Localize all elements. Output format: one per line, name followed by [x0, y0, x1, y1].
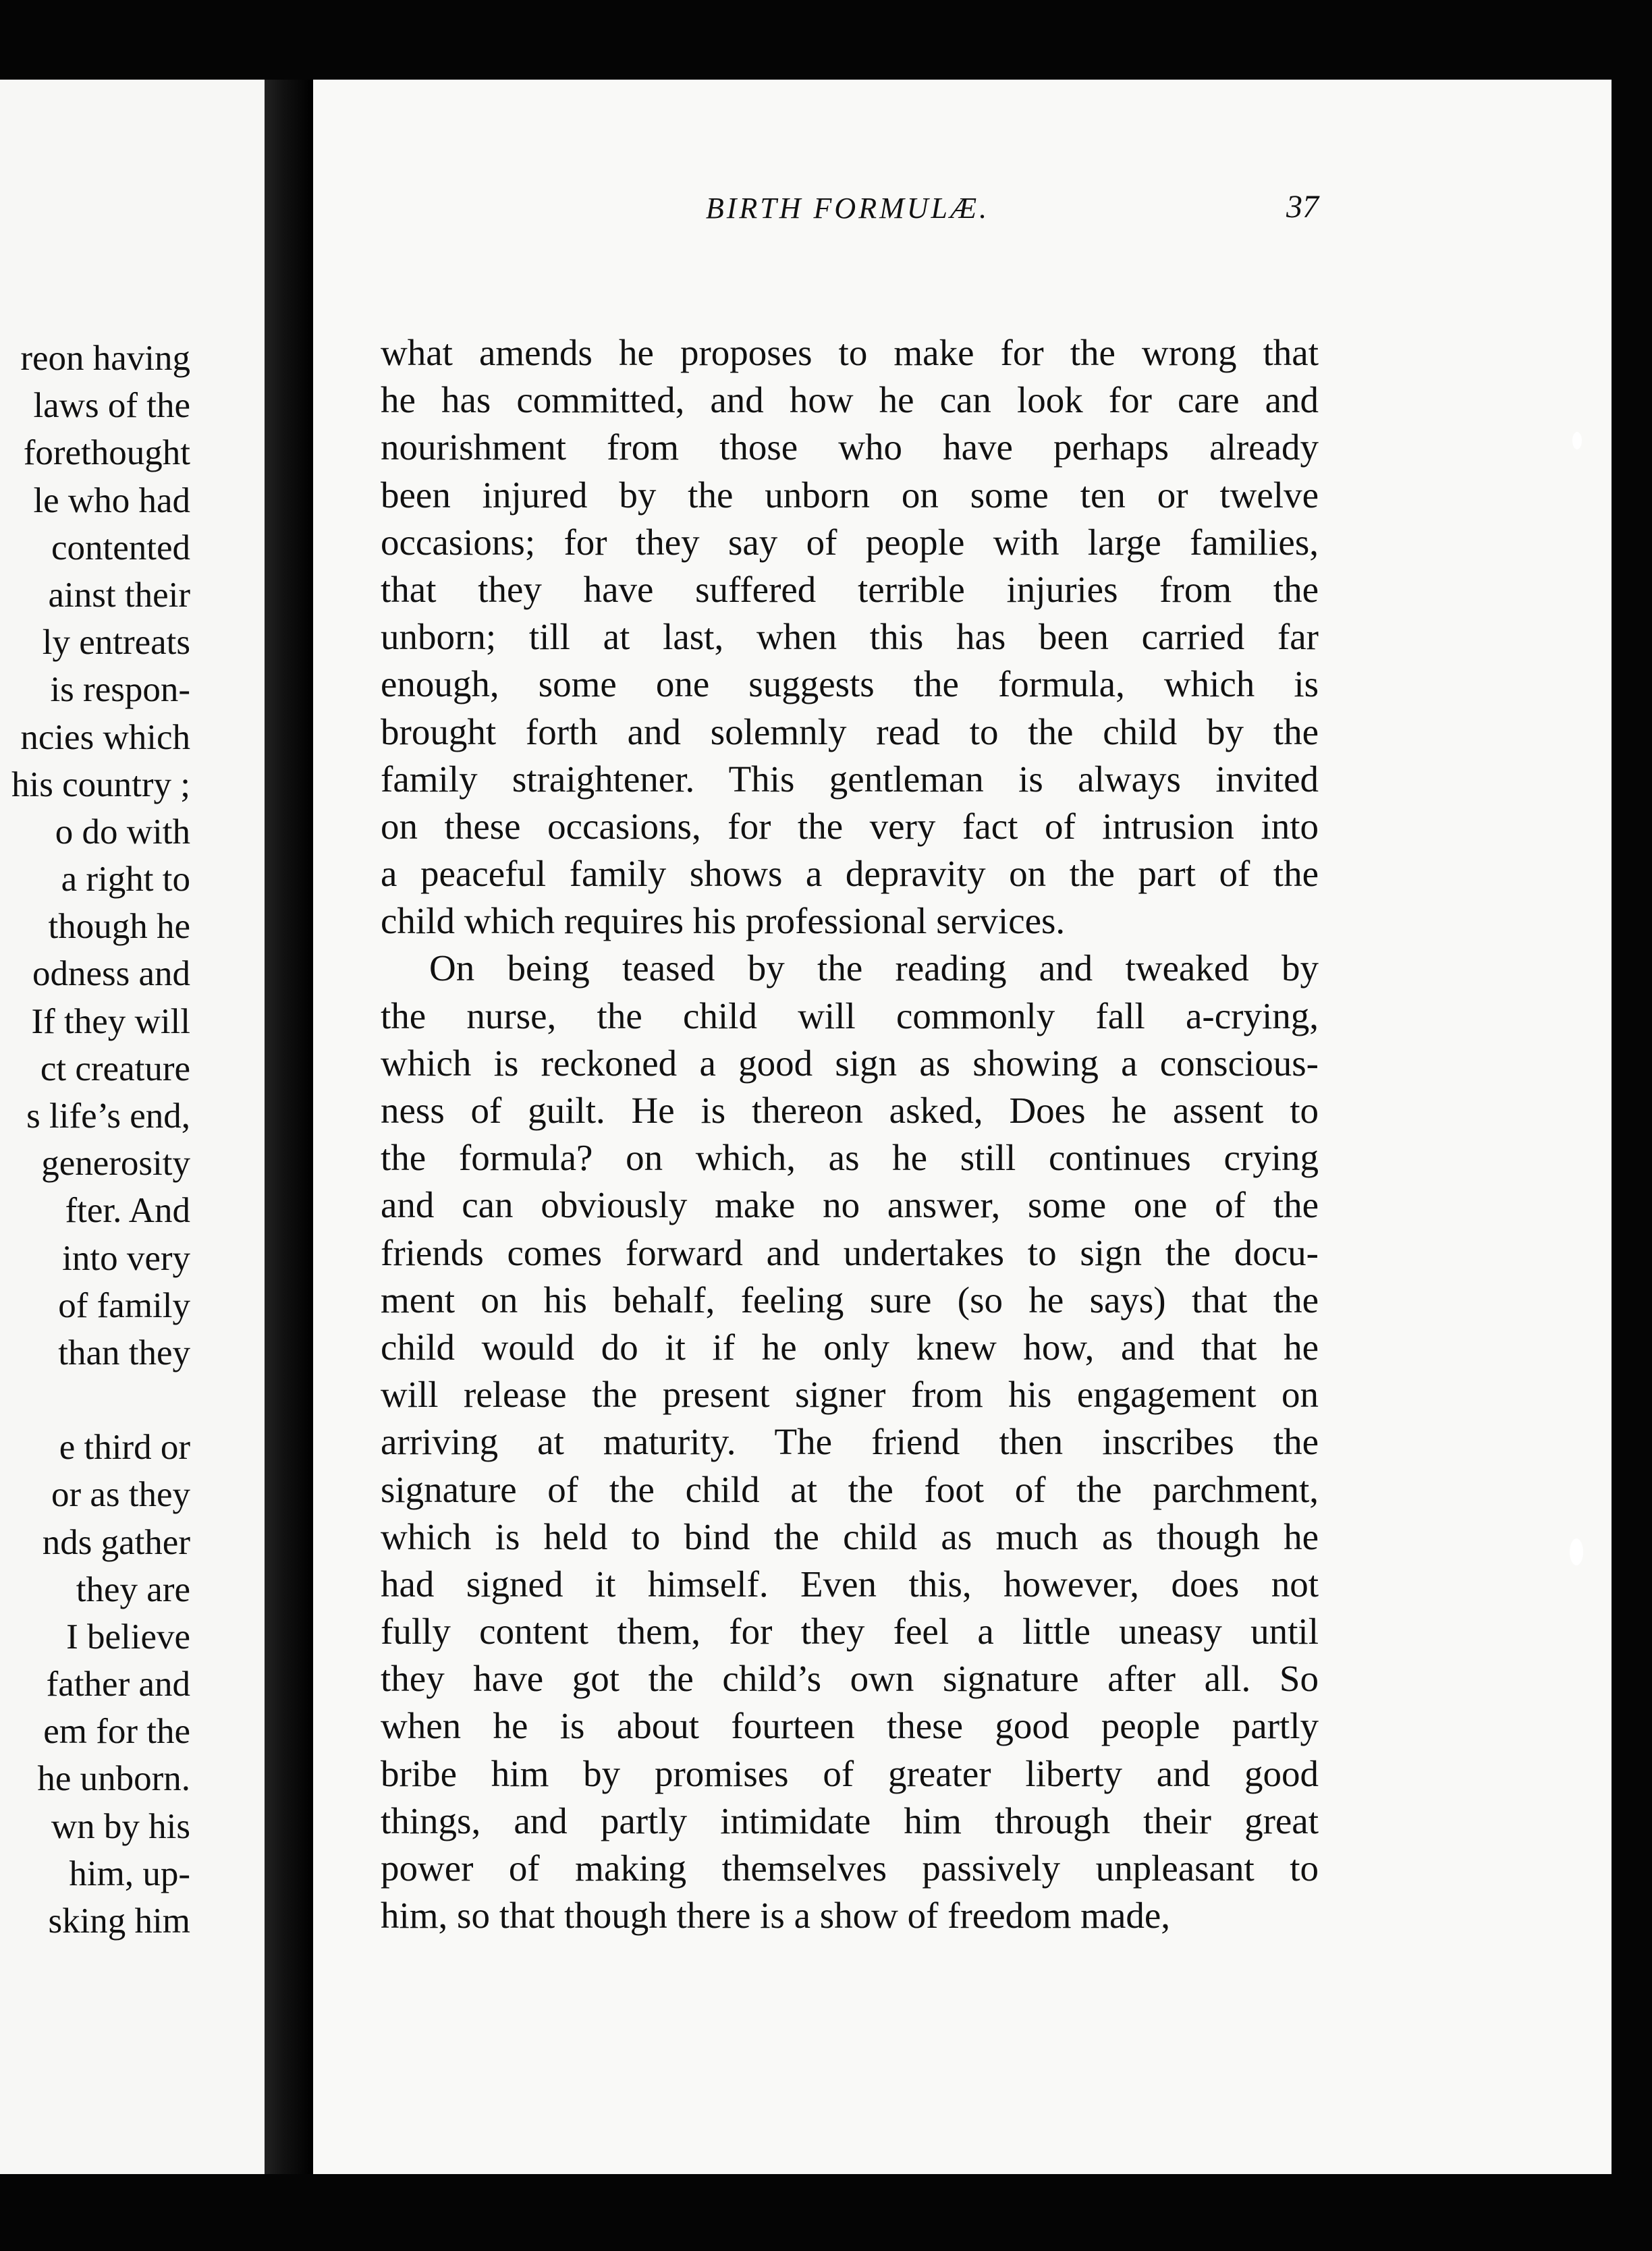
- body-line: a peaceful family shows a depravity on the part of the: [381, 853, 1319, 895]
- previous-page-line: ly entreats: [42, 623, 190, 663]
- running-title: BIRTH FORMULÆ.: [705, 192, 990, 225]
- running-head: [370, 186, 1325, 229]
- previous-page-line: I believe: [66, 1617, 190, 1657]
- previous-page-line: than they: [58, 1333, 190, 1372]
- previous-page-line: If they will: [31, 1001, 190, 1041]
- previous-page-line: laws of the: [33, 386, 190, 426]
- body-line: ment on his behalf, feeling sure (so he says) that the: [381, 1279, 1319, 1321]
- previous-page-line: him, up-: [69, 1854, 190, 1893]
- previous-page-line: is respon-: [50, 670, 190, 710]
- scan-speck: [1570, 1538, 1583, 1565]
- body-line: child would do it if he only knew how, and that he: [381, 1326, 1319, 1368]
- previous-page-line: his country ;: [11, 765, 190, 804]
- body-line: power of making themselves passively unpleasant to: [381, 1847, 1319, 1889]
- previous-page-line: father and: [46, 1665, 190, 1704]
- previous-page-line: they are: [76, 1569, 190, 1609]
- previous-page-line: generosity: [41, 1144, 190, 1184]
- body-line: on these occasions, for the very fact of intrusion into: [381, 805, 1319, 847]
- body-line: things, and partly intimidate him through their great: [381, 1800, 1319, 1841]
- body-line: occasions; for they say of people with large families,: [381, 521, 1319, 563]
- body-line: enough, some one suggests the formula, which is: [381, 663, 1319, 705]
- previous-page-line: he unborn.: [37, 1759, 190, 1799]
- body-line: the formula? on which, as he still continues crying: [381, 1137, 1319, 1179]
- previous-page-line: ainst their: [48, 575, 190, 615]
- body-line: On being teased by the reading and tweaked by: [429, 947, 1319, 989]
- body-line: child which requires his professional services.: [381, 900, 1066, 942]
- body-line: what amends he proposes to make for the wrong that: [381, 332, 1319, 373]
- body-line: the nurse, the child will commonly fall a-crying,: [381, 995, 1319, 1036]
- previous-page-line: fter. And: [65, 1191, 190, 1231]
- body-line: fully content them, for they feel a little uneasy until: [381, 1611, 1319, 1652]
- body-line: family straightener. This gentleman is always invited: [381, 758, 1319, 800]
- previous-page-line: though he: [48, 907, 190, 947]
- body-line: will release the present signer from his engagement on: [381, 1374, 1319, 1416]
- body-line: nourishment from those who have perhaps already: [381, 426, 1319, 468]
- body-line: when he is about fourteen these good people partly: [381, 1705, 1319, 1747]
- previous-page-line: contented: [51, 528, 190, 567]
- body-line: and can obviously make no answer, some one of the: [381, 1184, 1319, 1226]
- body-line: arriving at maturity. The friend then inscribes the: [381, 1421, 1319, 1463]
- body-line: been injured by the unborn on some ten or twelve: [381, 474, 1319, 516]
- previous-page-line: a right to: [61, 860, 190, 899]
- body-line: brought forth and solemnly read to the child by the: [381, 711, 1319, 752]
- body-line: friends comes forward and undertakes to sign the docu-: [381, 1231, 1319, 1273]
- previous-page-line: sking him: [48, 1901, 190, 1941]
- book-gutter: [265, 80, 313, 2174]
- body-line: him, so that though there is a show of freedom made,: [381, 1895, 1171, 1937]
- previous-page-line: em for the: [43, 1712, 190, 1752]
- previous-page-line: of family: [58, 1285, 190, 1325]
- body-line: had signed it himself. Even this, however, does not: [381, 1563, 1319, 1605]
- body-line: which is reckoned a good sign as showing a conscious-: [381, 1042, 1319, 1084]
- body-line: bribe him by promises of greater liberty and good: [381, 1752, 1319, 1794]
- body-line: that they have suffered terrible injuries from the: [381, 568, 1319, 610]
- previous-page-line: odness and: [32, 954, 190, 994]
- previous-page-text: [0, 335, 190, 1945]
- page-number: 37: [1286, 189, 1319, 225]
- body-line: he has committed, and how he can look for care and: [381, 379, 1319, 421]
- previous-page-line: o do with: [55, 812, 190, 852]
- scan-speck: [1572, 432, 1582, 449]
- previous-page-line: or as they: [51, 1475, 190, 1515]
- body-line: they have got the child’s own signature after all. So: [381, 1658, 1319, 1700]
- body-line: unborn; till at last, when this has been carried far: [381, 616, 1319, 658]
- previous-page-line: forethought: [23, 433, 190, 473]
- previous-page-line: ct creature: [40, 1049, 190, 1088]
- body-line: ness of guilt. He is thereon asked, Does he assent to: [381, 1090, 1319, 1131]
- previous-page-line: [0, 1377, 190, 1424]
- previous-page-line: e third or: [59, 1428, 190, 1468]
- previous-page-line: le who had: [33, 480, 190, 520]
- body-line: which is held to bind the child as much as though he: [381, 1516, 1319, 1557]
- previous-page-line: wn by his: [51, 1806, 190, 1846]
- previous-page-line: into very: [62, 1238, 190, 1278]
- previous-page-line: ncies which: [20, 717, 190, 757]
- previous-page: [0, 80, 265, 2174]
- previous-page-line: reon having: [20, 339, 190, 378]
- page-body-text: [381, 329, 1319, 1939]
- previous-page-line: s life’s end,: [26, 1096, 190, 1136]
- previous-page-line: nds gather: [42, 1522, 190, 1562]
- body-line: signature of the child at the foot of the parchment,: [381, 1468, 1319, 1510]
